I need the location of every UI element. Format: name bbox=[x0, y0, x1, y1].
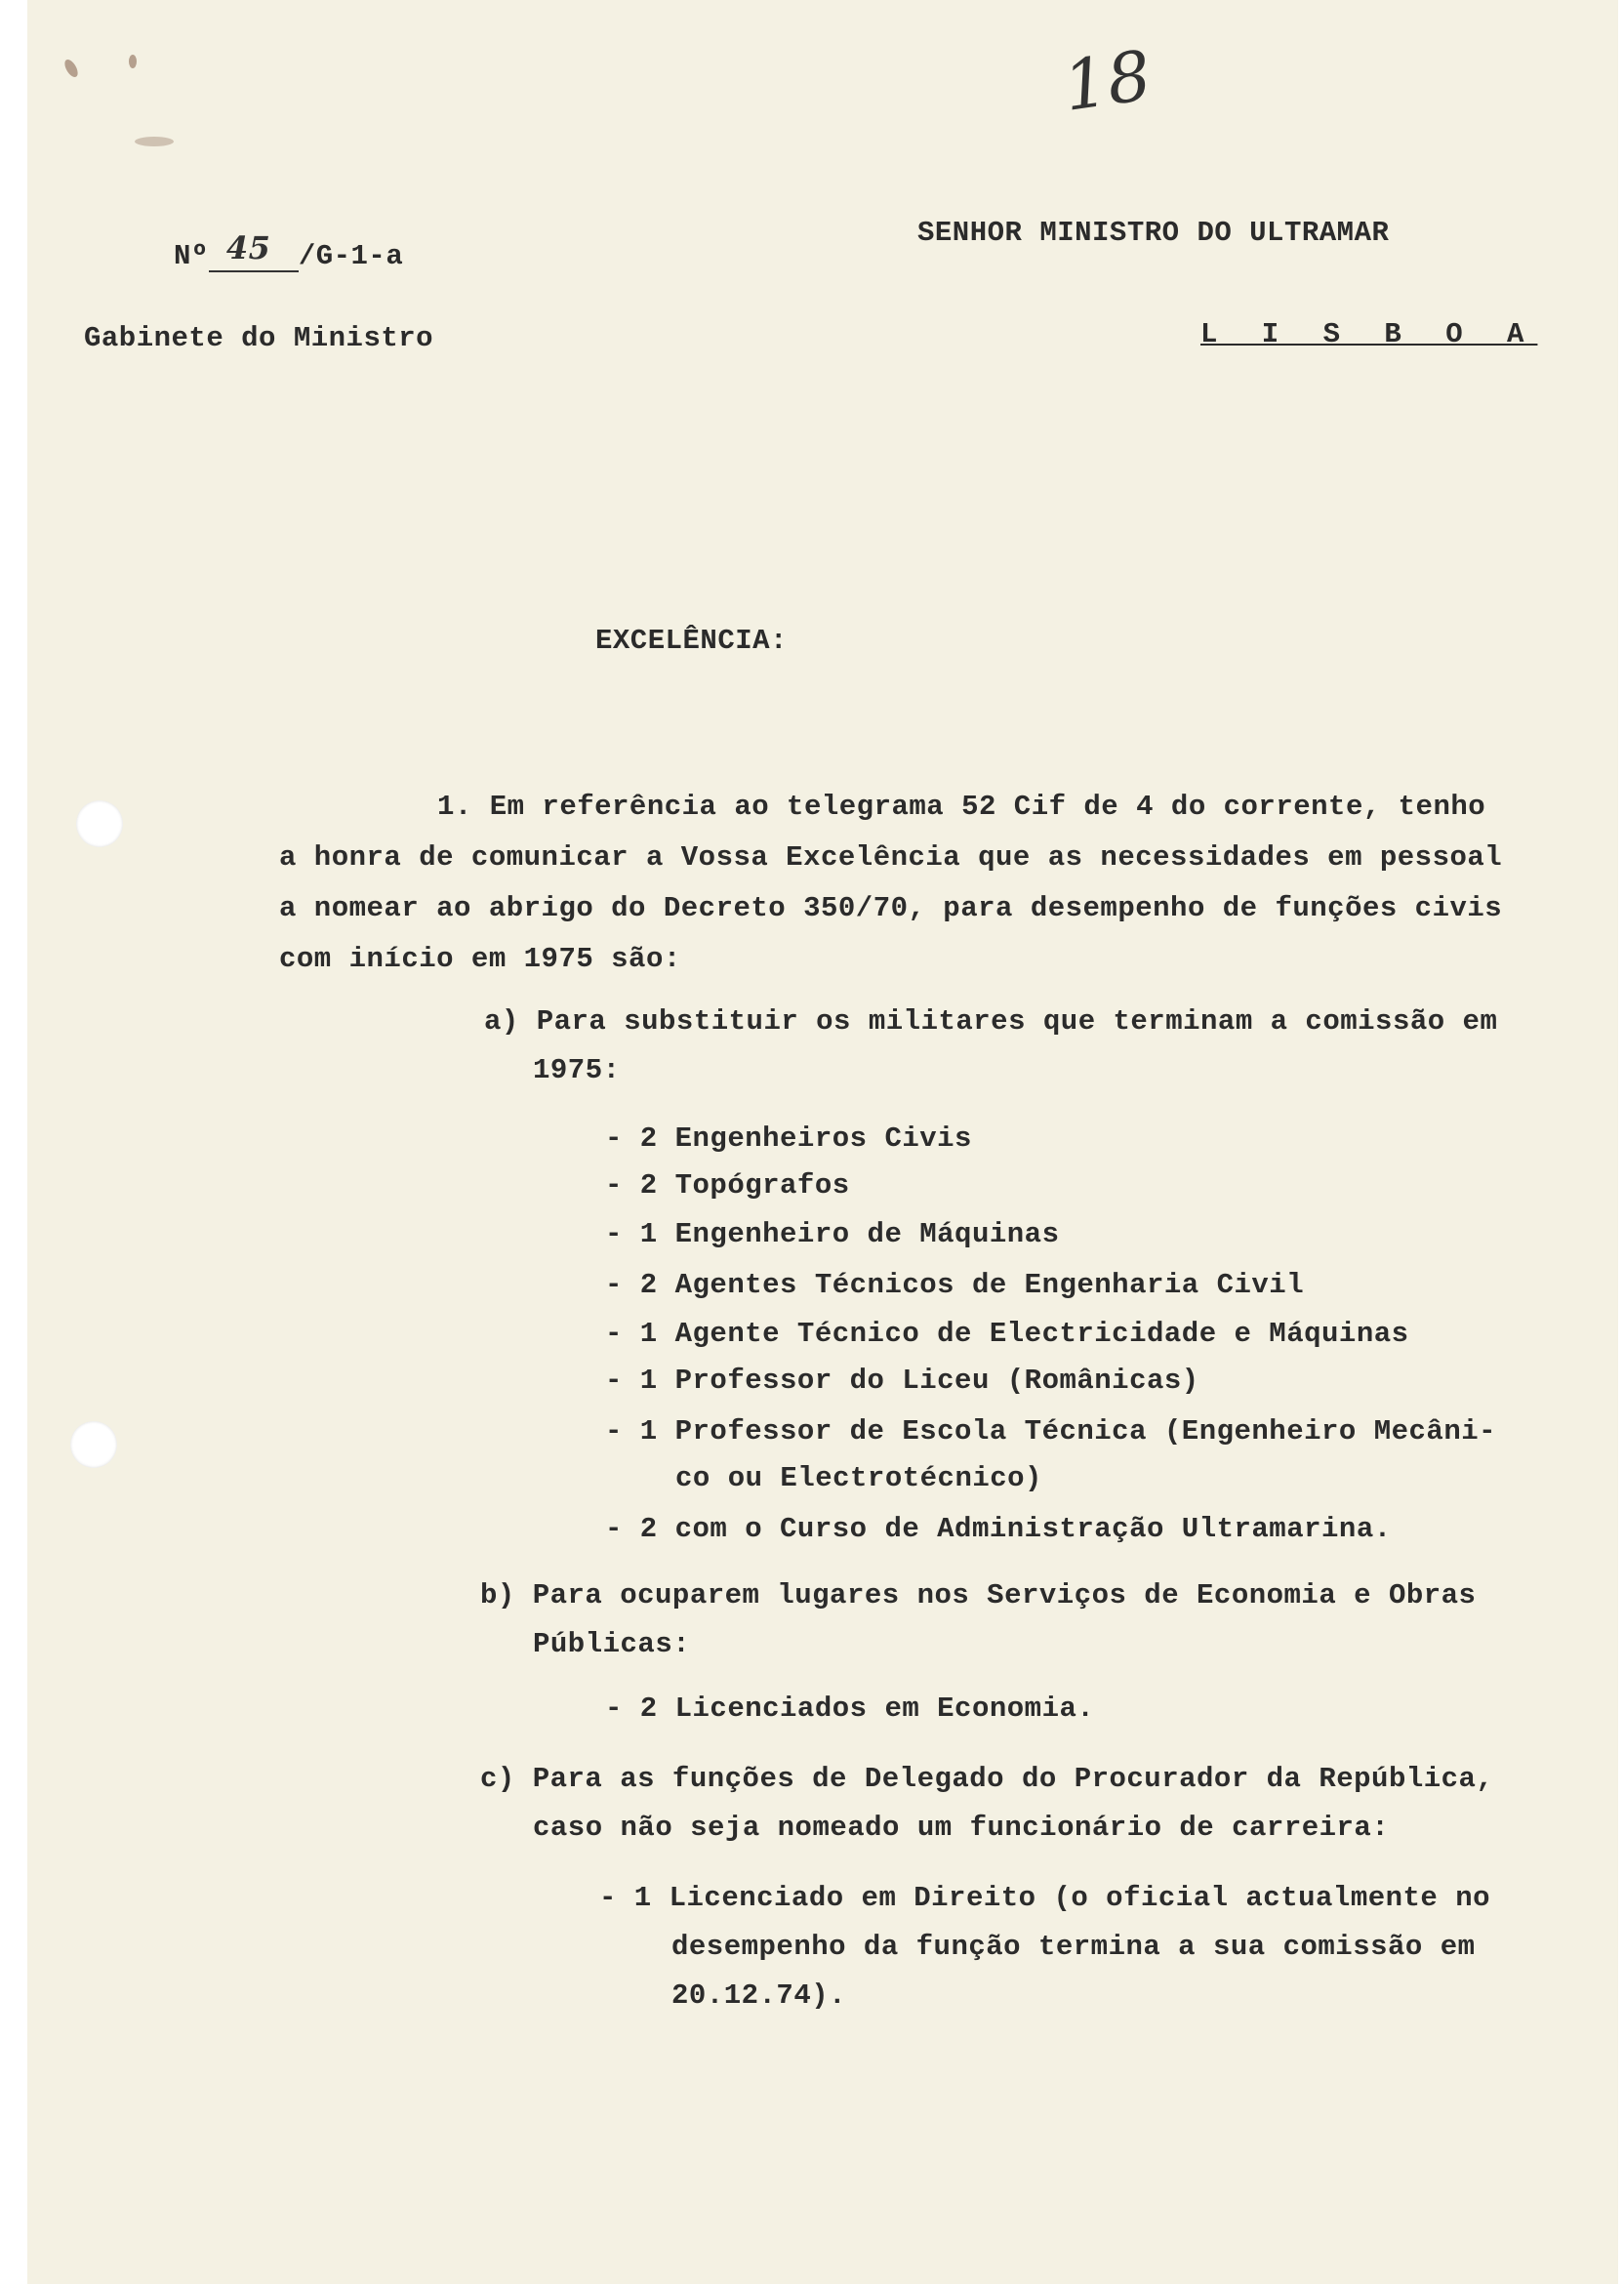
section-a-item: - 2 Agentes Técnicos de Engenharia Civil bbox=[605, 1269, 1305, 1301]
section-a-item: - 1 Professor de Escola Técnica (Engenheiro Mecâni- bbox=[605, 1415, 1497, 1448]
punch-hole-top bbox=[76, 800, 123, 847]
section-a-line: a) Para substituir os militares que terminam a comissão em bbox=[484, 1005, 1498, 1038]
section-b-line: Públicas: bbox=[533, 1628, 691, 1660]
salutation: EXCELÊNCIA: bbox=[595, 625, 788, 657]
section-a-item: - 1 Professor do Liceu (Românicas) bbox=[605, 1365, 1199, 1397]
paragraph1-line: 1. Em referência ao telegrama 52 Cif de 4 do corrente, tenho bbox=[437, 791, 1486, 823]
section-a-item: - 2 com o Curso de Administração Ultramarina. bbox=[605, 1513, 1392, 1545]
section-a-item: - 1 Engenheiro de Máquinas bbox=[605, 1218, 1060, 1250]
reference-suffix: /G-1-a bbox=[298, 240, 404, 272]
section-a-item: co ou Electrotécnico) bbox=[675, 1462, 1042, 1494]
section-b-item: - 2 Licenciados em Economia. bbox=[605, 1693, 1095, 1725]
section-b-line: b) Para ocuparem lugares nos Serviços de Economia e Obras bbox=[480, 1579, 1477, 1611]
paragraph1-line: a honra de comunicar a Vossa Excelência que as necessidades em pessoal bbox=[279, 841, 1503, 874]
reference-number bbox=[209, 229, 299, 272]
punch-hole-bottom bbox=[70, 1421, 117, 1468]
stain-mark bbox=[135, 137, 174, 146]
paragraph1-line: a nomear ao abrigo do Decreto 350/70, para desempenho de funções civis bbox=[279, 892, 1503, 924]
section-a-item: - 1 Agente Técnico de Electricidade e Máquinas bbox=[605, 1318, 1409, 1350]
section-c-line: c) Para as funções de Delegado do Procurador da República, bbox=[480, 1763, 1494, 1795]
stain-mark bbox=[129, 55, 137, 68]
addressee-city: L I S B O A bbox=[1200, 318, 1538, 350]
reference-prefix: Nº bbox=[174, 240, 209, 272]
section-c-item: - 1 Licenciado em Direito (o oficial actualmente no bbox=[599, 1882, 1491, 1914]
section-c-line: caso não seja nomeado um funcionário de carreira: bbox=[533, 1812, 1390, 1844]
section-a-item: - 2 Topógrafos bbox=[605, 1169, 850, 1202]
section-a-item: - 2 Engenheiros Civis bbox=[605, 1122, 972, 1155]
reference-handwritten-number: 45 bbox=[225, 229, 271, 266]
section-a-line: 1975: bbox=[533, 1054, 621, 1086]
section-c-item: 20.12.74). bbox=[671, 1979, 847, 2012]
office-label: Gabinete do Ministro bbox=[84, 322, 434, 354]
folio-number: 18 bbox=[1058, 35, 1157, 127]
paragraph1-line: com início em 1975 são: bbox=[279, 943, 681, 975]
reference-line bbox=[174, 229, 404, 272]
stain-mark bbox=[62, 58, 81, 79]
addressee-title: SENHOR MINISTRO DO ULTRAMAR bbox=[917, 217, 1390, 249]
section-c-item: desempenho da função termina a sua comissão em bbox=[671, 1931, 1476, 1963]
